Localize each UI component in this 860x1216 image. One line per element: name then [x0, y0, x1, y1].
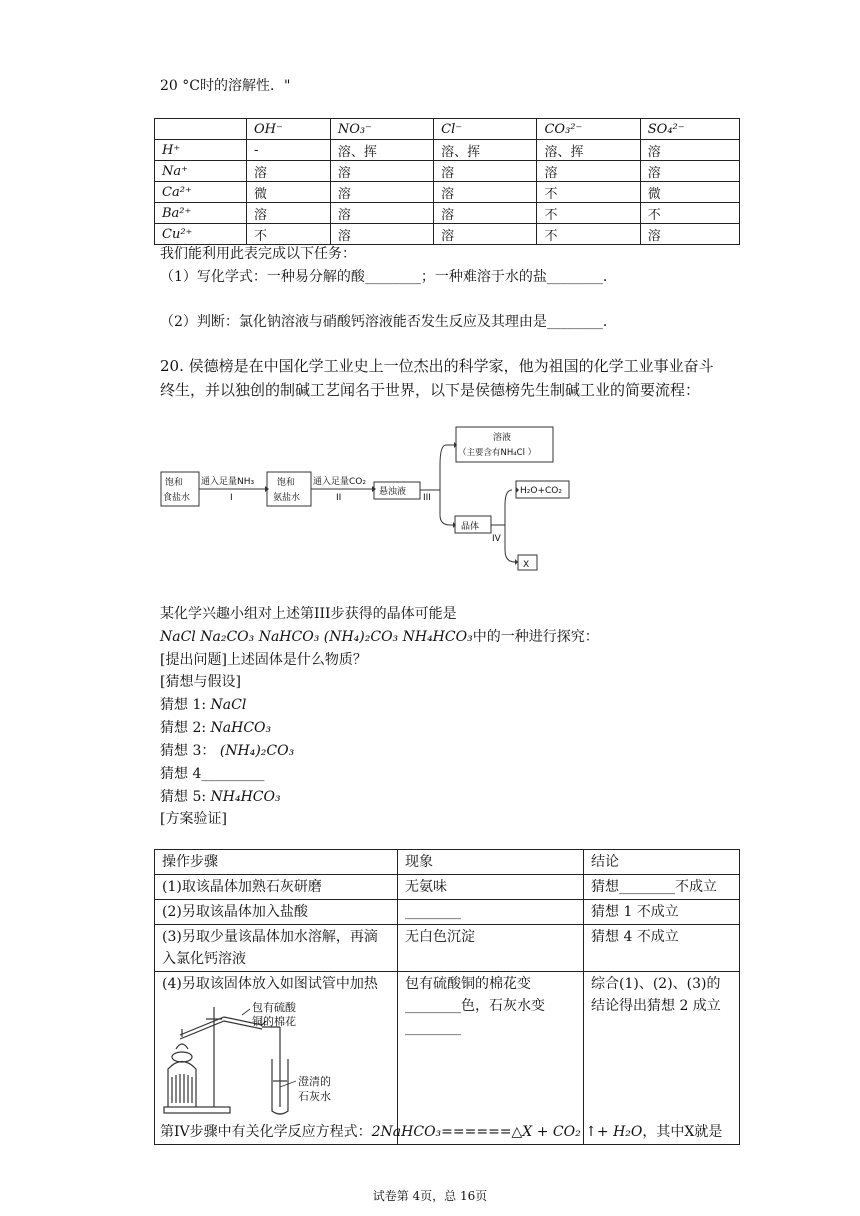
table-cell: 溶 [330, 161, 433, 182]
table-cell: 不 [537, 203, 640, 224]
table-cell: 溶 [640, 161, 739, 182]
table-cell: Ba²⁺ [155, 203, 247, 224]
equation-line [160, 1121, 722, 1143]
table-row [155, 925, 740, 972]
hypothesis-label: 猜想 5: [160, 789, 207, 805]
table-row [155, 972, 740, 1145]
question-20-line1: 20. 侯德榜是在中国化学工业史上一位杰出的科学家，他为祖国的化学工业事业奋斗 [160, 357, 714, 375]
table-header-cell: SO₄²⁻ [640, 119, 739, 140]
table-cell: 溶、挥 [537, 140, 640, 161]
table-cell: 无白色沉淀 [398, 925, 584, 972]
table-header-cell: 操作步骤 [155, 850, 398, 875]
table-cell: 溶 [434, 182, 537, 203]
hypothesis-1 [160, 694, 246, 716]
table-cell: 不 [537, 182, 640, 203]
figure-label: 澄清的 [298, 1075, 331, 1088]
flow-text: 通入足量CO₂ [313, 477, 366, 487]
apparatus-figure [162, 999, 376, 1123]
table-cell: 综合(1)、(2)、(3)的结论得出猜想 2 成立 [584, 972, 740, 1145]
table-cell: 无氨味 [398, 875, 584, 900]
table-header-cell: OH⁻ [247, 119, 331, 140]
table-cell: Cu²⁺ [155, 224, 247, 245]
table-header-row [155, 850, 740, 875]
table-cell: 猜想 4 不成立 [584, 925, 740, 972]
experiment-table [154, 849, 740, 1145]
table-cell: 溶 [330, 182, 433, 203]
problem-statement: [提出问题]上述固体是什么物质？ [160, 652, 367, 668]
hypothesis-4: 猜想 4_________ [160, 766, 265, 782]
flow-text: 晶体 [461, 522, 480, 532]
hypothesis-3 [160, 740, 294, 762]
table-row [155, 875, 740, 900]
hypothesis-label: 猜想 1: [160, 697, 207, 713]
hypothesis-formula: NaCl [210, 697, 247, 713]
table-header-cell: NO₃⁻ [330, 119, 433, 140]
task-intro: 我们能利用此表完成以下任务： [160, 246, 356, 262]
hypothesis-label: 猜想 3： [160, 743, 216, 759]
table-header-cell: 结论 [584, 850, 740, 875]
step-4-text: (4)另取该固体放入如图试管中加热 [162, 976, 378, 992]
page-footer: 试卷第 4页，总 16页 [372, 1189, 488, 1203]
hypothesis-5 [160, 786, 281, 808]
table-cell: H⁺ [155, 140, 247, 161]
figure-label: 石灰水 [298, 1090, 331, 1103]
hypothesis-label: 猜想 2: [160, 720, 207, 736]
hypothesis-formula: (NH₄)₂CO₃ [219, 743, 295, 759]
table-cell: 猜想 1 不成立 [584, 900, 740, 925]
flow-text: （主要含有NH₄Cl ） [458, 448, 537, 458]
table-cell: 不 [537, 224, 640, 245]
table-cell: (2)另取该晶体加入盐酸 [155, 900, 398, 925]
verify-title: [方案验证] [160, 811, 227, 827]
hypothesis-formula: NaHCO₃ [210, 720, 272, 736]
equation-suffix: ，其中X就是 [642, 1124, 723, 1140]
hypothesis-formula: NH₄HCO₃ [210, 789, 281, 805]
table-header-cell: CO₃²⁻ [537, 119, 640, 140]
table-header-row [155, 119, 740, 140]
table-row [155, 224, 740, 245]
table-cell: Ca²⁺ [155, 182, 247, 203]
table-row [155, 900, 740, 925]
table-cell: 溶、挥 [330, 140, 433, 161]
table-cell: 微 [640, 182, 739, 203]
explore-line2 [160, 626, 599, 648]
flow-text: 通入足量NH₃ [201, 477, 255, 487]
table-caption: 20 °C时的溶解性．" [160, 78, 291, 94]
table-row [155, 203, 740, 224]
figure-label: 包有硫酸 [252, 1001, 296, 1014]
flow-text: 饱和 [165, 478, 184, 488]
flow-text: 溶液 [493, 433, 512, 443]
table-cell: 溶、挥 [434, 140, 537, 161]
table-cell [155, 972, 398, 1145]
flow-text: III [423, 493, 431, 503]
table-cell: Na⁺ [155, 161, 247, 182]
hypothesis-title: [猜想与假设] [160, 674, 241, 690]
chemical-equation: 2NaHCO₃======△X + CO₂ ↑+ H₂O [371, 1124, 643, 1140]
flow-text: X [523, 560, 530, 570]
table-cell: 溶 [434, 203, 537, 224]
flow-diagram [150, 420, 590, 580]
table-cell: (1)取该晶体加熟石灰研磨 [155, 875, 398, 900]
table-cell: 溶 [434, 161, 537, 182]
table-cell: 溶 [330, 203, 433, 224]
table-header-cell: Cl⁻ [434, 119, 537, 140]
table-cell: 不 [247, 224, 331, 245]
flow-text: 氨盐水 [273, 493, 301, 503]
table-cell: 猜想________不成立 [584, 875, 740, 900]
table-header-cell [155, 119, 247, 140]
table-cell: 溶 [434, 224, 537, 245]
table-cell: ________ [398, 900, 584, 925]
solubility-table [154, 118, 740, 245]
table-cell: 溶 [640, 224, 739, 245]
table-cell: 溶 [330, 224, 433, 245]
table-row [155, 182, 740, 203]
hypothesis-2 [160, 717, 271, 739]
table-cell: 微 [247, 182, 331, 203]
flow-text: 食盐水 [163, 493, 191, 503]
table-cell: 溶 [537, 161, 640, 182]
table-row [155, 140, 740, 161]
table-cell: 溶 [247, 203, 331, 224]
flow-text: 悬浊液 [379, 487, 407, 497]
task-1: （1）写化学式：一种易分解的酸________；一种难溶于水的盐________． [160, 269, 617, 285]
flow-text: 饱和 [277, 478, 296, 488]
task-2: （2）判断：氯化钠溶液与硝酸钙溶液能否发生反应及其理由是________． [160, 314, 617, 330]
flow-text: IV [492, 534, 501, 544]
equation-prefix: 第IV步骤中有关化学反应方程式： [160, 1124, 372, 1140]
table-cell: 溶 [640, 140, 739, 161]
flow-text: I [230, 493, 233, 503]
table-cell: 包有硫酸铜的棉花变________色，石灰水变________ [398, 972, 584, 1145]
explore-suffix: 中的一种进行探究： [472, 629, 599, 645]
compound-list: NaCl Na₂CO₃ NaHCO₃ (NH₄)₂CO₃ NH₄HCO₃ [160, 629, 473, 645]
flow-text: II [336, 493, 342, 503]
figure-label: 铜的棉花 [252, 1015, 296, 1028]
table-cell: - [247, 140, 331, 161]
table-cell: 不 [640, 203, 739, 224]
question-20-line2: 终生，并以独创的制碱工艺闻名于世界，以下是侯德榜先生制碱工业的简要流程： [160, 381, 701, 399]
flow-text: H₂O+CO₂ [520, 486, 562, 496]
table-cell: (3)另取少量该晶体加水溶解，再滴入氯化钙溶液 [155, 925, 398, 972]
explore-line1: 某化学兴趣小组对上述第III步获得的晶体可能是 [160, 606, 457, 622]
table-header-cell: 现象 [398, 850, 584, 875]
table-cell: 溶 [247, 161, 331, 182]
table-row [155, 161, 740, 182]
